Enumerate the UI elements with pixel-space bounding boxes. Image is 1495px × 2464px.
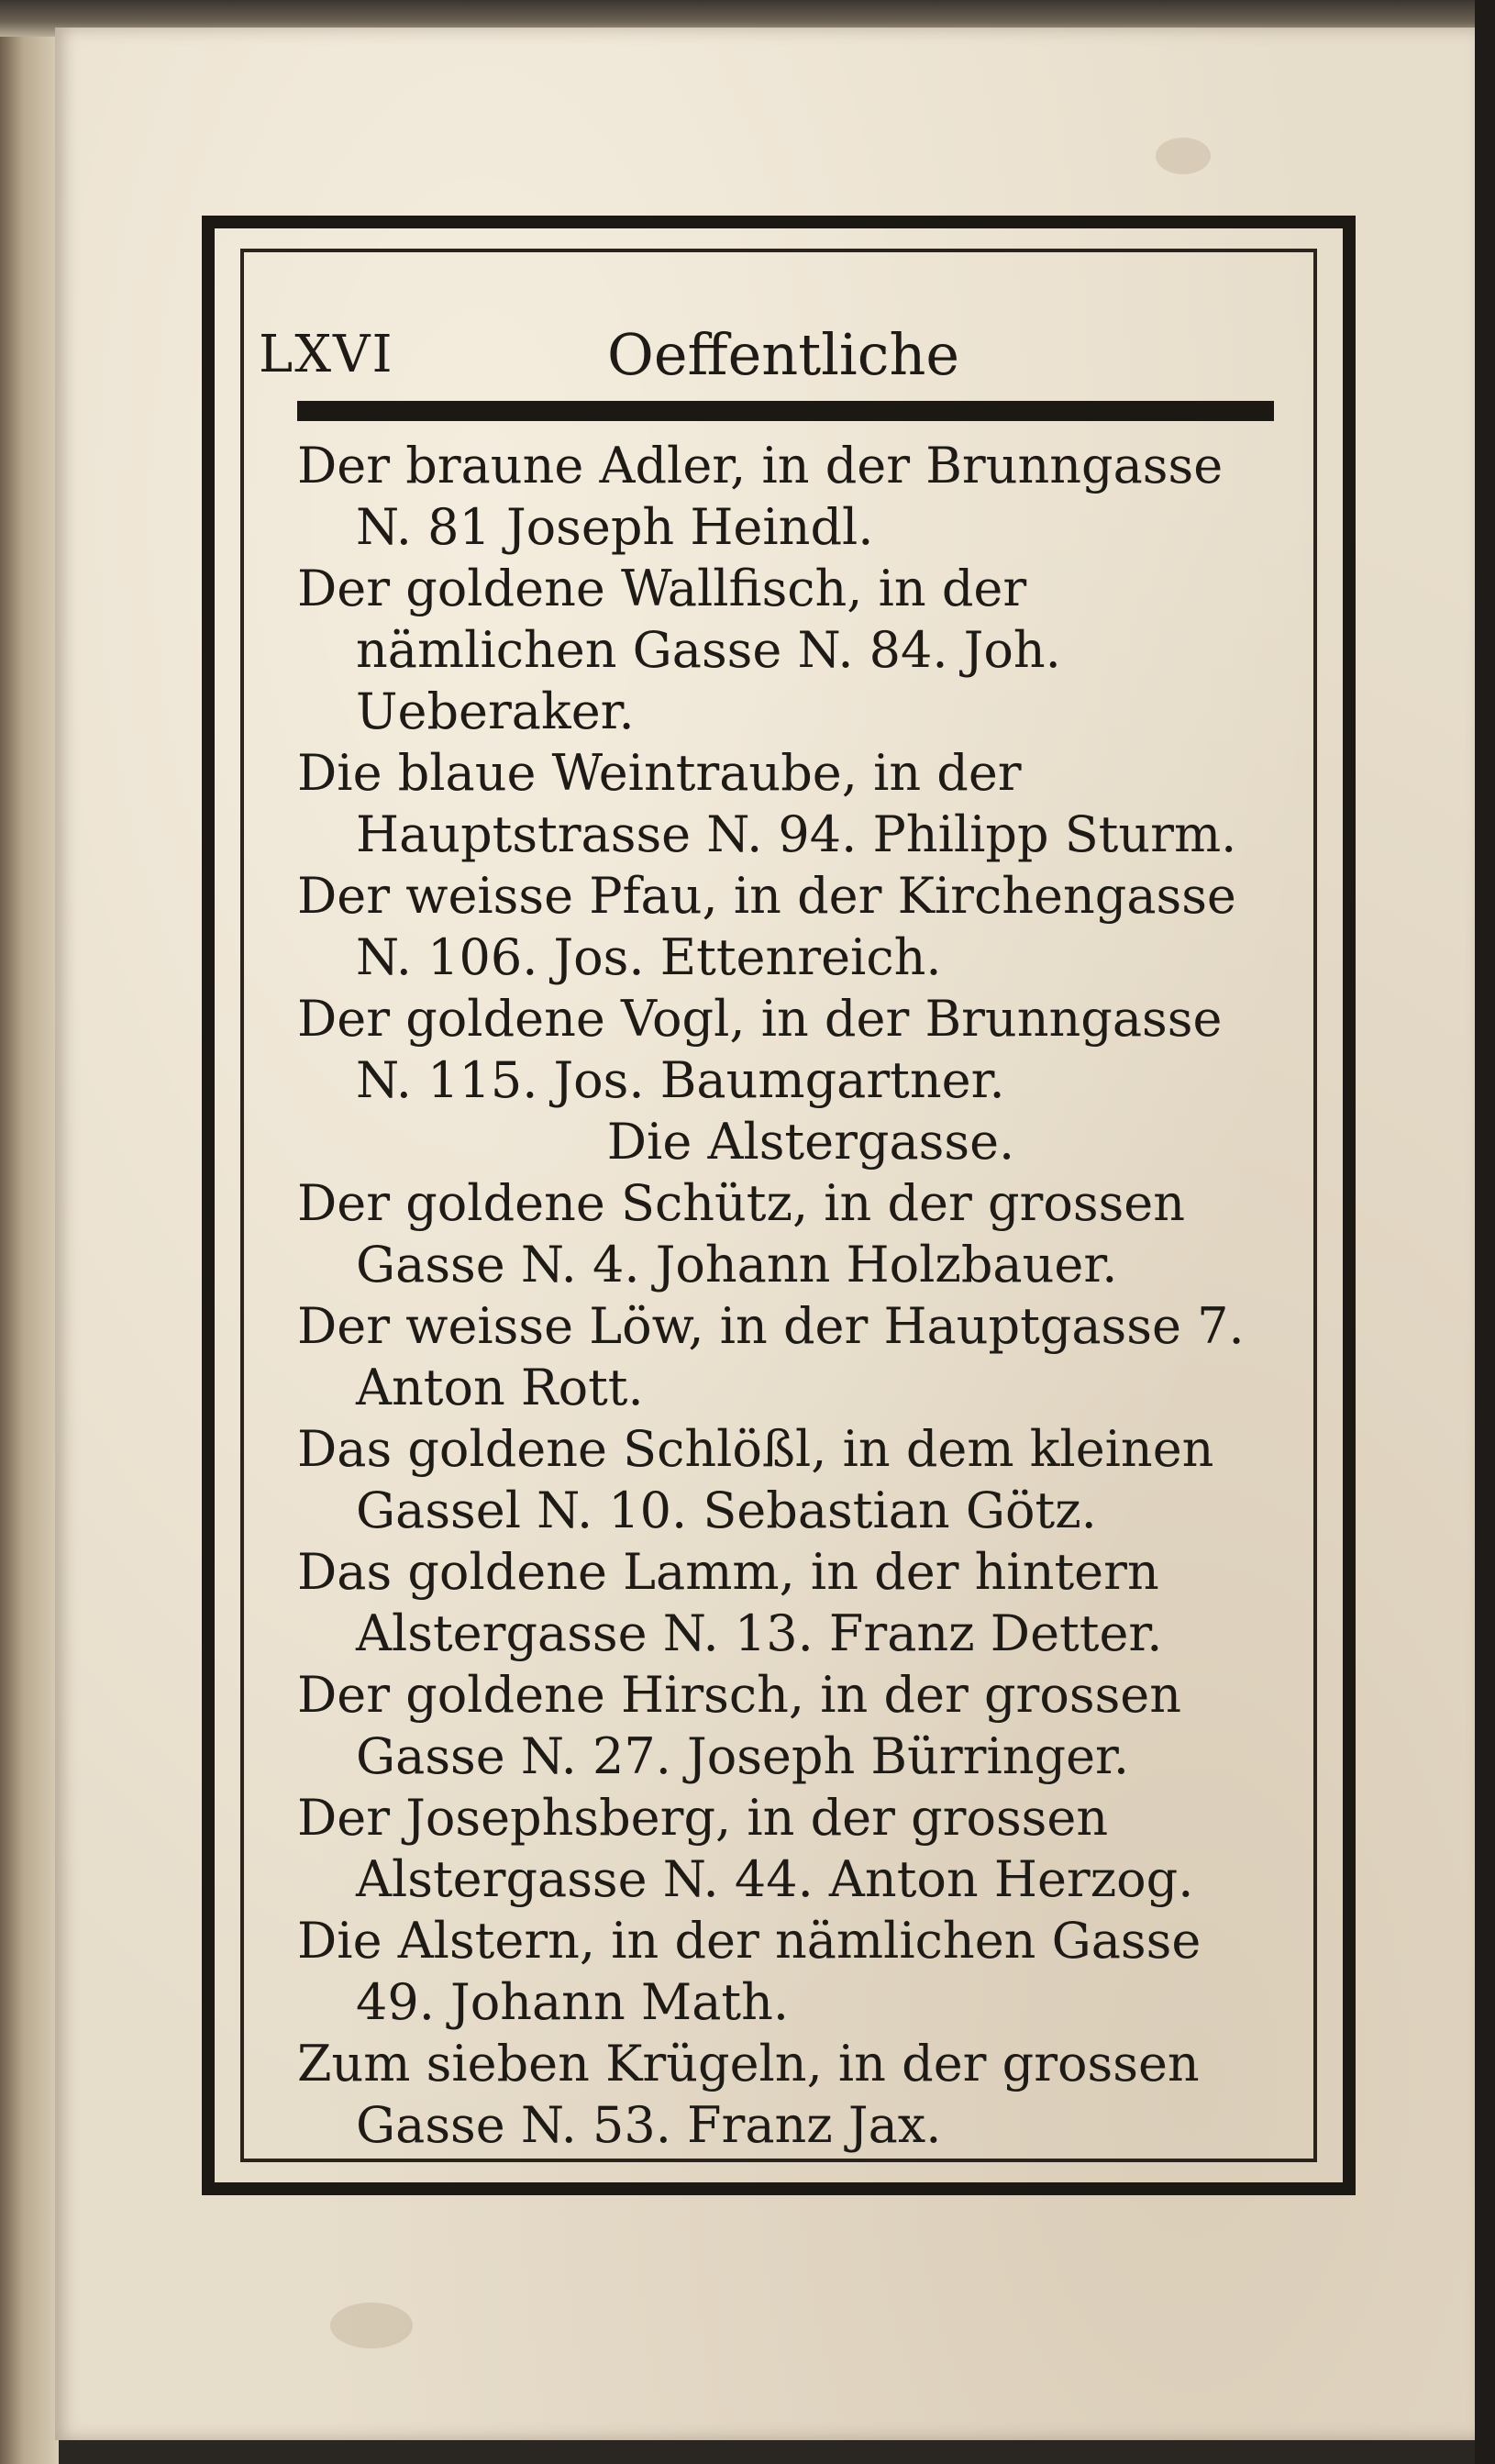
background-strip (1475, 0, 1495, 2464)
header-rule (297, 401, 1274, 421)
list-item: Die Alstern, in der nämlichen Gasse 49. Johann Math. (297, 1912, 1202, 2031)
list-item: Der goldene Schütz, in der grossen Gasse N. 4. Johann Holzbauer. (297, 1174, 1186, 1293)
paper-stain (330, 2303, 413, 2348)
list-item: Das goldene Schlößl, in dem kleinen Gassel N. 10. Sebastian Götz. (297, 1420, 1214, 1539)
list-item: Der braune Adler, in der Brunngasse N. 81 Joseph Heindl. (297, 437, 1224, 556)
list-item: Der weisse Pfau, in der Kirchengasse N. 106. Jos. Ettenreich. (297, 867, 1236, 986)
paper-stain (1156, 138, 1211, 174)
page-number: LXVI (259, 325, 394, 384)
list-item: Das goldene Lamm, in der hintern Alstergasse N. 13. Franz Detter. (297, 1543, 1163, 1662)
list-item: Die blaue Weintraube, in der Hauptstrasse N. 94. Philipp Sturm. (297, 744, 1237, 863)
book-spine (0, 0, 59, 2464)
section-heading: Die Alstergasse. (606, 1113, 1015, 1171)
list-item: Der goldene Hirsch, in der grossen Gasse N. 27. Joseph Bürringer. (297, 1666, 1182, 1785)
text-frame (202, 216, 1356, 2195)
list-item: Der goldene Vogl, in der Brunngasse N. 115. Jos. Baumgartner. (297, 990, 1223, 1109)
list-item: Der goldene Wallfisch, in der nämlichen Gasse N. 84. Joh. Ueberaker. (297, 560, 1061, 740)
list-item: Zum sieben Krügeln, in der grossen Gasse N. 53. Franz Jax. (297, 2035, 1200, 2154)
page-header (259, 321, 1299, 398)
running-title: Oeffentliche (607, 321, 960, 388)
entry-list (297, 435, 1288, 2156)
list-item: Der weisse Löw, in der Hauptgasse 7. Anton Rott. (297, 1297, 1245, 1416)
list-item: Der Josephsberg, in der grossen Alstergasse N. 44. Anton Herzog. (297, 1789, 1194, 1908)
